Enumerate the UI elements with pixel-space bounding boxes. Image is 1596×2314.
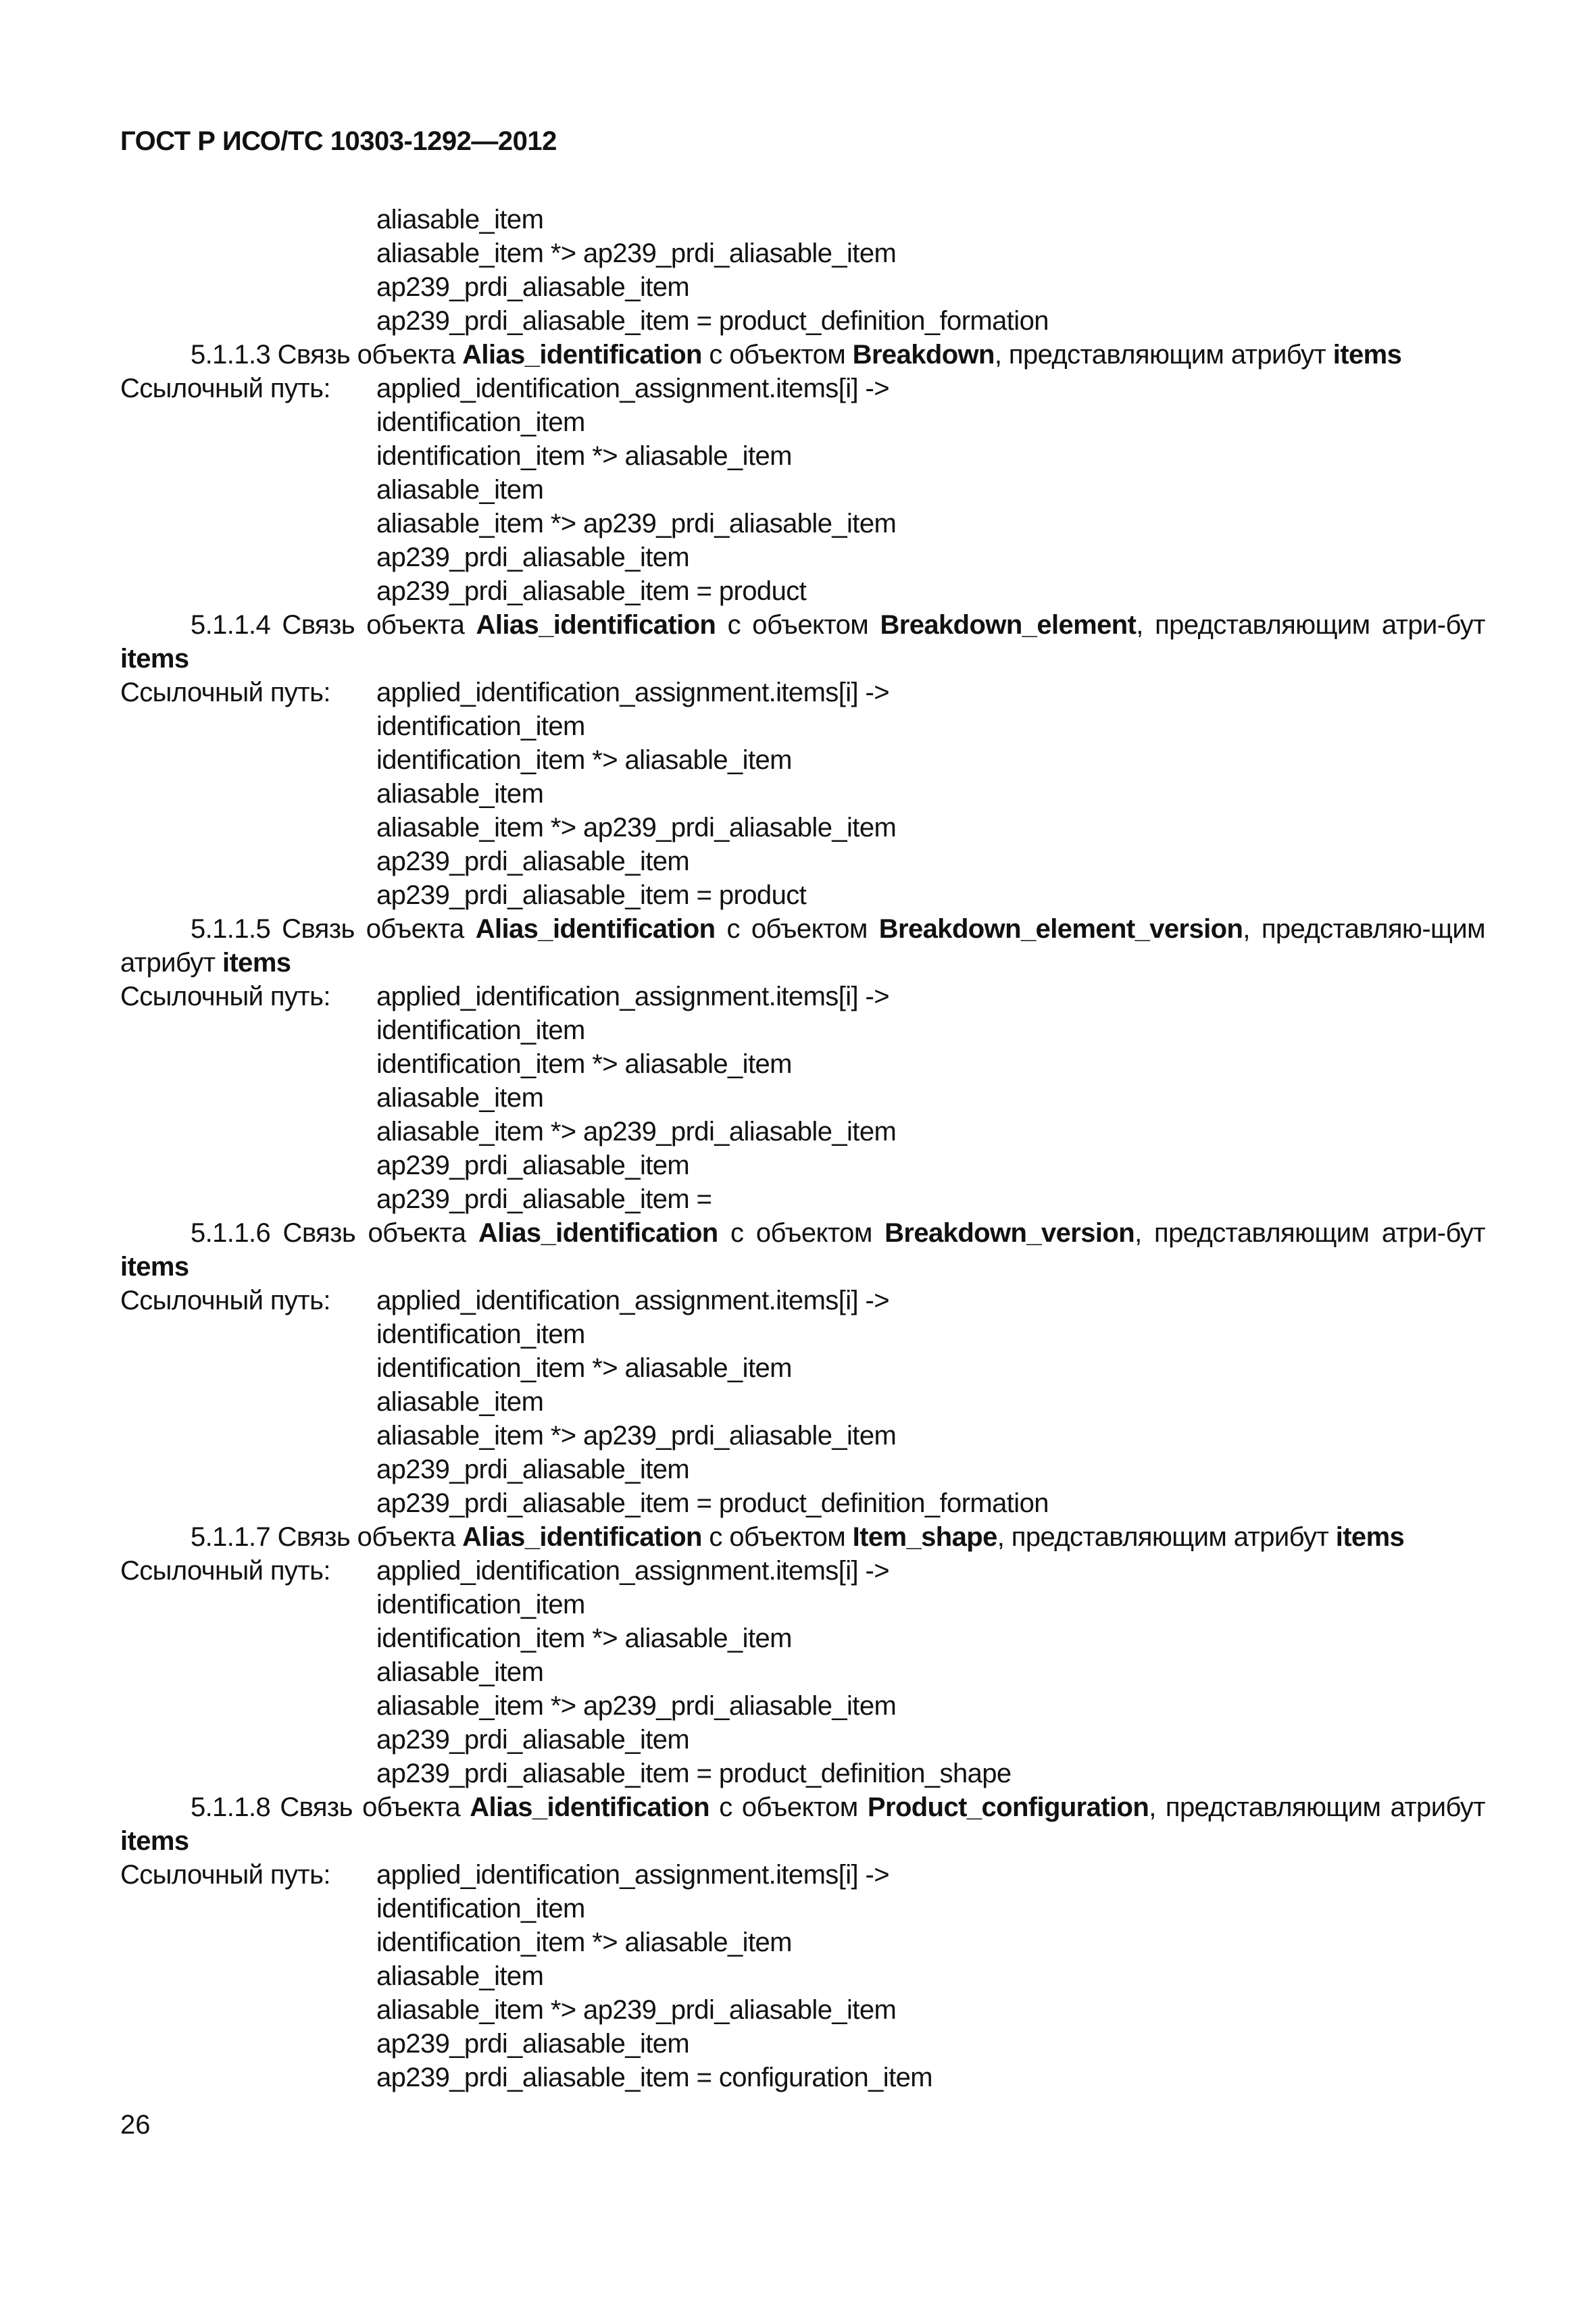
reference-path-line: identification_item xyxy=(376,1319,585,1349)
reference-path-line: ap239_prdi_aliasable_item xyxy=(376,847,690,876)
heading-text: с объектом xyxy=(701,340,853,370)
heading-text: , представляющим атрибут xyxy=(994,340,1333,370)
entity-name: Alias_identification xyxy=(478,1218,718,1248)
reference-path-line: aliasable_item xyxy=(376,1083,544,1113)
reference-path-line: ap239_prdi_aliasable_item xyxy=(376,1455,690,1484)
section-heading xyxy=(120,1790,1485,1858)
reference-path-line: identification_item xyxy=(376,1015,585,1045)
reference-path-line: aliasable_item xyxy=(376,1657,544,1687)
reference-path-line: aliasable_item *> ap239_prdi_aliasable_item xyxy=(376,238,897,268)
reference-path-line: ap239_prdi_aliasable_item xyxy=(376,543,690,572)
entity-name: Breakdown_version xyxy=(884,1218,1135,1248)
reference-path-label: Ссылочный путь: xyxy=(120,1860,330,1890)
standard-header: ГОСТ Р ИСО/ТС 10303-1292—2012 xyxy=(120,126,557,156)
reference-path-line: ap239_prdi_aliasable_item xyxy=(376,1725,690,1755)
heading-text: 5.1.1.5 Связь объекта xyxy=(191,914,476,944)
reference-path-text: applied_identification_assignment.items[i] -> xyxy=(376,678,889,707)
entity-name: Alias_identification xyxy=(462,1522,702,1552)
reference-path-line: identification_item *> aliasable_item xyxy=(376,1049,792,1079)
entity-name: Product_configuration xyxy=(867,1792,1149,1822)
reference-path-line xyxy=(120,1554,1485,1588)
reference-path-line: identification_item xyxy=(376,1894,585,1923)
section-heading xyxy=(120,1520,1485,1554)
reference-path-line: identification_item *> aliasable_item xyxy=(376,441,792,471)
reference-path-line: aliasable_item *> ap239_prdi_aliasable_item xyxy=(376,509,897,538)
reference-path-line: ap239_prdi_aliasable_item xyxy=(376,1151,690,1180)
entity-name: Alias_identification xyxy=(470,1792,709,1822)
reference-path-text: applied_identification_assignment.items[i] -> xyxy=(376,1286,889,1315)
entity-name: items xyxy=(1335,1522,1405,1552)
heading-text: с объектом xyxy=(718,1218,885,1248)
reference-path-line xyxy=(120,676,1485,709)
heading-text: , представляющим атрибут xyxy=(1149,1792,1485,1822)
heading-text: , представляю-щим атрибут xyxy=(120,914,1486,978)
heading-text: с объектом xyxy=(701,1522,853,1552)
entity-name: items xyxy=(1332,340,1402,370)
reference-path-text: applied_identification_assignment.items[i] -> xyxy=(376,1860,889,1890)
reference-path-line: aliasable_item xyxy=(376,205,544,234)
heading-text: 5.1.1.3 Связь объекта xyxy=(191,340,463,370)
reference-path-line xyxy=(120,372,1485,405)
page-number: 26 xyxy=(120,2110,151,2140)
reference-path-line: identification_item *> aliasable_item xyxy=(376,1928,792,1957)
document-body xyxy=(120,203,1485,2094)
heading-text: с объектом xyxy=(715,914,879,944)
entity-name: Item_shape xyxy=(852,1522,997,1552)
reference-path-line: ap239_prdi_aliasable_item = product xyxy=(376,576,807,606)
reference-path-line: identification_item xyxy=(376,407,585,437)
reference-path-line: ap239_prdi_aliasable_item = product_definition_formation xyxy=(376,306,1049,336)
heading-text: 5.1.1.7 Связь объекта xyxy=(191,1522,463,1552)
reference-path-text: applied_identification_assignment.items[i] -> xyxy=(376,1556,889,1586)
entity-name: Alias_identification xyxy=(475,914,716,944)
reference-path-text: applied_identification_assignment.items[i] -> xyxy=(376,982,889,1011)
entity-name: items xyxy=(222,948,291,978)
reference-path-line: ap239_prdi_aliasable_item = product_definition_shape xyxy=(376,1759,1012,1788)
reference-path-line: identification_item *> aliasable_item xyxy=(376,745,792,775)
reference-path-label: Ссылочный путь: xyxy=(120,374,330,403)
reference-path-line: aliasable_item *> ap239_prdi_aliasable_item xyxy=(376,1691,897,1721)
reference-path-line: ap239_prdi_aliasable_item = product xyxy=(376,880,807,910)
reference-path-line: identification_item *> aliasable_item xyxy=(376,1353,792,1383)
heading-text: с объектом xyxy=(709,1792,868,1822)
reference-path-line: aliasable_item *> ap239_prdi_aliasable_item xyxy=(376,1995,897,2025)
reference-path-line: aliasable_item *> ap239_prdi_aliasable_item xyxy=(376,1421,897,1451)
reference-path-line: aliasable_item xyxy=(376,475,544,505)
section-heading xyxy=(120,608,1485,676)
reference-path-text: applied_identification_assignment.items[i] -> xyxy=(376,374,889,403)
heading-text: 5.1.1.4 Связь объекта xyxy=(191,610,476,640)
entity-name: Breakdown_element_version xyxy=(878,914,1243,944)
reference-path-line: ap239_prdi_aliasable_item = xyxy=(376,1184,712,1214)
entity-name: Breakdown_element xyxy=(880,610,1137,640)
reference-path-line: ap239_prdi_aliasable_item = configuration_item xyxy=(376,2063,932,2092)
reference-path-label: Ссылочный путь: xyxy=(120,1556,330,1586)
entity-name: Breakdown xyxy=(852,340,995,370)
entity-name: Alias_identification xyxy=(476,610,716,640)
reference-path-line: ap239_prdi_aliasable_item xyxy=(376,2029,690,2059)
heading-text: , представляющим атрибут xyxy=(997,1522,1336,1552)
reference-path-line: identification_item xyxy=(376,711,585,741)
reference-path-line: ap239_prdi_aliasable_item xyxy=(376,272,690,302)
reference-path-line: aliasable_item xyxy=(376,1961,544,1991)
reference-path-line xyxy=(120,1858,1485,1892)
reference-path-label: Ссылочный путь: xyxy=(120,1286,330,1315)
reference-path-line: aliasable_item *> ap239_prdi_aliasable_item xyxy=(376,813,897,842)
entity-name: Alias_identification xyxy=(462,340,702,370)
reference-path-label: Ссылочный путь: xyxy=(120,982,330,1011)
section-heading xyxy=(120,1216,1485,1284)
reference-path-line: identification_item xyxy=(376,1590,585,1619)
entity-name: items xyxy=(120,1252,189,1282)
heading-text: , представляющим атри-бут xyxy=(1134,1218,1486,1248)
reference-path-line: aliasable_item xyxy=(376,1387,544,1417)
section-heading xyxy=(120,338,1485,372)
entity-name: items xyxy=(120,1826,189,1856)
heading-text: , представляющим атри-бут xyxy=(1136,610,1486,640)
reference-path-line xyxy=(120,980,1485,1013)
reference-path-line: aliasable_item *> ap239_prdi_aliasable_item xyxy=(376,1117,897,1147)
heading-text: с объектом xyxy=(716,610,880,640)
reference-path-line xyxy=(120,1284,1485,1317)
heading-text: 5.1.1.6 Связь объекта xyxy=(191,1218,478,1248)
section-heading xyxy=(120,912,1485,980)
heading-text: 5.1.1.8 Связь объекта xyxy=(191,1792,470,1822)
reference-path-line: aliasable_item xyxy=(376,779,544,809)
reference-path-line: identification_item *> aliasable_item xyxy=(376,1624,792,1653)
reference-path-label: Ссылочный путь: xyxy=(120,678,330,707)
reference-path-line: ap239_prdi_aliasable_item = product_definition_formation xyxy=(376,1488,1049,1518)
entity-name: items xyxy=(120,644,189,674)
